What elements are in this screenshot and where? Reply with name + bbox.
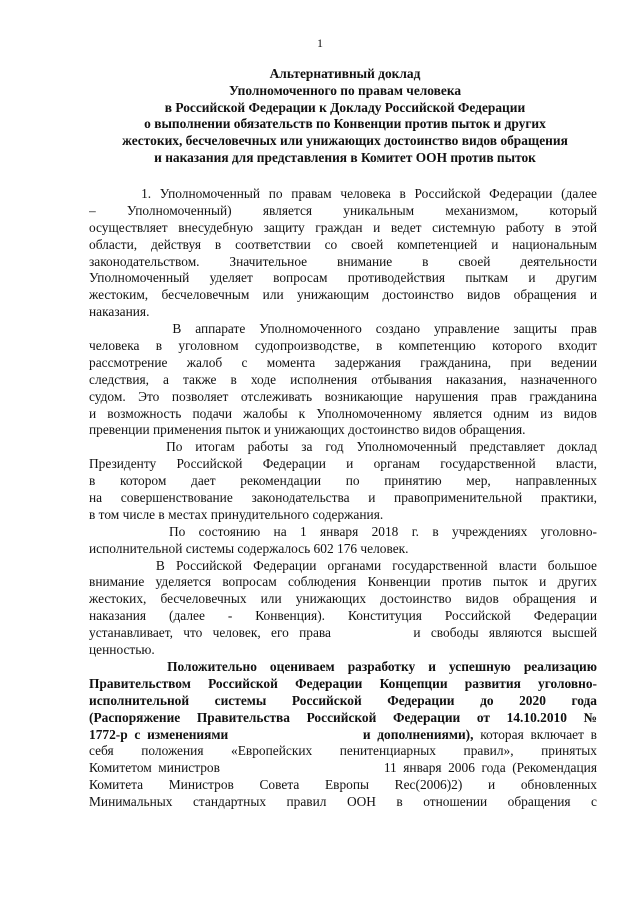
- document-body: [89, 186, 597, 811]
- text-line: [89, 727, 597, 744]
- document-title: [88, 66, 602, 167]
- text-line: рассмотрение жалоб с момента задержания гражданина, при ведении: [89, 354, 597, 370]
- title-line: жестоких, бесчеловечных или унижающих достоинство видов обращения: [122, 133, 568, 149]
- text-line: Комитетом министров 11 января 2006 года (Рекомендация: [89, 760, 597, 776]
- text-line: Положительно оцениваем разработку и успешную реализацию: [89, 658, 597, 674]
- title-line: о выполнении обязательств по Конвенции против пыток и других: [144, 116, 546, 132]
- text-line: следствия, а также в ходе исполнения отбывания наказания, назначенного: [89, 371, 597, 387]
- text-line: себя положения «Европейских пенитенциарных правил», принятых: [89, 743, 597, 759]
- text-line: осуществляет внесудебную защиту граждан и ведет системную работу в этой: [89, 219, 597, 235]
- title-line: в Российской Федерации к Докладу Российской Федерации: [164, 99, 526, 115]
- text-line: Минимальных стандартных правил ООН в отношении обращения с: [89, 794, 597, 810]
- regular-fragment: которая включает в: [473, 726, 597, 742]
- text-line: наказания.: [89, 304, 150, 320]
- text-line: законодательством. Значительное внимание в своей деятельности: [89, 253, 597, 269]
- text-line: Комитета Министров Совета Европы Rec(2006)2) и обновленных: [89, 777, 597, 793]
- text-line: и возможность подачи жалобы к Уполномоченному является одним из видов: [89, 405, 597, 421]
- title-line: и наказания для представления в Комитет ООН против пыток: [154, 149, 536, 165]
- text-line: По состоянию на 1 января 2018 г. в учреждениях уголовно-: [89, 523, 597, 539]
- page-number: 1: [317, 36, 323, 50]
- text-line: Правительством Российской Федерации Концепции развития уголовно-: [89, 675, 597, 691]
- text-line: человека в уголовном судопроизводстве, в компетенцию которого входит: [89, 338, 597, 354]
- text-line: жестоких, бесчеловечных или унижающих достоинство видов обращения и: [89, 591, 597, 607]
- bold-fragment: 1772-р с изменениями и дополнениями),: [89, 726, 474, 742]
- text-line: исполнительной системы Российской Федерации до 2020 года: [89, 692, 597, 708]
- text-line: исполнительной системы содержалось 602 176 человек.: [89, 540, 409, 556]
- paragraph: [89, 524, 597, 558]
- text-line: судом. Это позволяет отслеживать возникающие нарушения прав гражданина: [89, 388, 597, 404]
- text-line: В аппарате Уполномоченного создано управление защиты прав: [89, 321, 597, 337]
- title-line: Уполномоченного по правам человека: [228, 82, 462, 98]
- text-line: наказания (далее - Конвенция). Конституция Российской Федерации: [89, 608, 597, 624]
- text-line: В Российской Федерации органами государственной власти большое: [89, 557, 597, 573]
- text-line: области, действуя в соответствии со своей компетенцией и национальным: [89, 236, 597, 252]
- text-line: устанавливает, что человек, его права и свободы являются высшей: [89, 625, 597, 641]
- text-line: в том числе в местах принудительного содержания.: [89, 506, 384, 522]
- paragraph: [89, 558, 597, 659]
- text-line: ценностью.: [89, 642, 155, 658]
- paragraph: [89, 439, 597, 523]
- text-line: на совершенствование законодательства и правоприменительной практики,: [89, 490, 597, 506]
- text-line: превенции применения пыток и унижающих достоинство видов обращения.: [89, 422, 526, 438]
- title-line: Альтернативный доклад: [269, 66, 421, 81]
- text-line: По итогам работы за год Уполномоченный представляет доклад: [89, 439, 597, 455]
- paragraph: [89, 186, 597, 321]
- text-line: Уполномоченный уделяет вопросам противодействия пыткам и другим: [89, 270, 597, 286]
- text-line: жестоким, бесчеловечным или унижающим достоинство видов обращения и: [89, 287, 597, 303]
- text-line: в котором дает рекомендации по принятию мер, направленных: [89, 473, 597, 489]
- text-line: внимание уделяется вопросам соблюдения Конвенции против пыток и других: [89, 574, 597, 590]
- paragraph: [89, 659, 597, 811]
- text-line: (Распоряжение Правительства Российской Федерации от 14.10.2010 №: [89, 709, 597, 725]
- text-line: Президенту Российской Федерации и органам государственной власти,: [89, 456, 597, 472]
- text-line: 1. Уполномоченный по правам человека в Российской Федерации (далее: [89, 186, 597, 201]
- paragraph: [89, 321, 597, 439]
- text-line: – Уполномоченный) является уникальным механизмом, который: [89, 202, 597, 218]
